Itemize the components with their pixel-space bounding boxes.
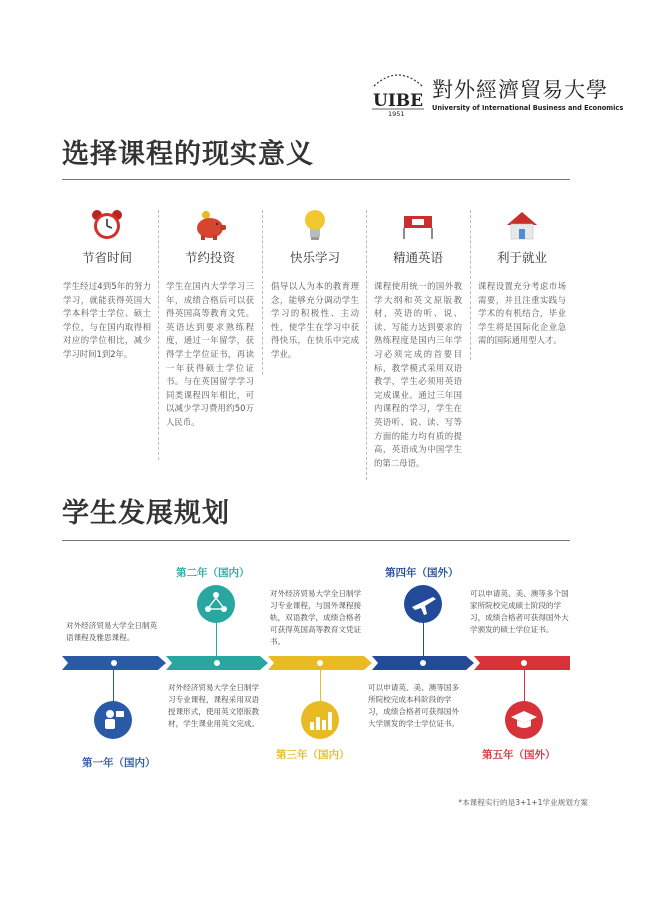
benefit-title: 节省时间 <box>81 250 132 265</box>
stage1-person-icon <box>93 700 133 740</box>
benefit-column <box>271 205 359 362</box>
benefit-text: 学生经过4到5年的努力学习，就能获得英国大学本科学士学位、硕士学位，与在国内取得相对应的学位相比，减少学习时间1到2年。 <box>63 281 151 359</box>
stage1-description: 对外经济贸易大学全日制英语课程及雅思课程。 <box>66 621 158 642</box>
stage2-network-icon <box>196 584 236 624</box>
piggy-bank-icon <box>166 205 254 245</box>
benefit-column <box>166 205 254 430</box>
column-divider <box>470 210 471 360</box>
logo-year: 1951 <box>388 110 405 118</box>
timeline-bar <box>62 650 582 676</box>
stage-connector <box>524 666 525 702</box>
stage-connector <box>423 622 424 656</box>
stage-connector <box>113 666 114 702</box>
section1-title: 选择课程的现实意义 <box>62 139 314 170</box>
light-bulb-icon <box>271 205 359 245</box>
benefit-column <box>374 205 462 470</box>
section1-divider <box>62 179 570 180</box>
stage5-description: 可以申请英、美、澳等多个国家所院校完成硕士阶段的学习，成绩合格者可获得国外大学颁发的硕士学位证书。 <box>470 589 569 634</box>
section2-divider <box>62 540 570 541</box>
stage3-label: 第三年（国内） <box>276 749 350 761</box>
benefit-title: 精通英语 <box>392 250 443 265</box>
benefit-column <box>478 205 566 348</box>
stage4-airplane-icon <box>403 584 443 624</box>
logo-name-en: University of International Business and Economics <box>432 104 624 112</box>
column-divider <box>366 210 367 480</box>
benefit-text: 课程设置充分考虑市场需要，并且注重实践与学术的有机结合，毕业学生将是国际化企业急需的国际通用型人才。 <box>478 281 566 346</box>
benefit-text: 倡导以人为本的教育理念，能够充分调动学生学习的积极性、主动性，使学生在学习中获得快乐，在快乐中完成学业。 <box>271 281 359 359</box>
column-divider <box>158 210 159 460</box>
stage2-label: 第二年（国内） <box>176 567 250 579</box>
stage4-description: 可以申请英、美、澳等国多所院校完成本科阶段的学习，成绩合格者可获得国外大学颁发的学士学位证书。 <box>368 683 460 728</box>
svg-text:UIBE: UIBE <box>373 91 424 111</box>
stage4-label: 第四年（国外） <box>385 567 459 579</box>
logo-name-cn: 對外經濟貿易大學 <box>432 78 608 102</box>
benefit-text: 课程使用统一的国外教学大纲和英文原版教材，英语的听、说、读、写能力达到要求的熟练程度是国内三年学习必须完成的首要目标，教学模式采用双语教学，学生必须用英语完成课业。通过三年国内课程的学习，学生在英语听、说、读、写等方面的能力均有质的提高，英语成为中国学生的第二母语。 <box>374 281 462 468</box>
stage2-description: 对外经济贸易大学全日制学习专业课程，课程采用双语授课形式，使用英文原版教材，学生课业用英文完成。 <box>168 683 260 728</box>
benefit-title: 节约投资 <box>184 250 235 265</box>
stage3-description: 对外经济贸易大学全日制学习专业课程，与国外课程接轨，双语教学，成绩合格者可获得英国高等教育文凭证书。 <box>270 589 362 646</box>
university-logo <box>368 64 624 122</box>
flag-banner-icon <box>374 205 462 245</box>
alarm-clock-icon <box>63 205 151 245</box>
stage5-label: 第五年（国外） <box>482 749 556 761</box>
stage-connector <box>216 622 217 656</box>
benefit-text: 学生在国内大学学习三年，成绩合格后可以获得英国高等教育文凭。英语达到要求熟练程度，通过一年留学，获得学士学位证书，再读一年获得硕士学位证书。与在英国留学学习同类课程四年相比，可以减少学习费用约50万人民币。 <box>166 281 254 427</box>
column-divider <box>262 210 263 375</box>
stage-connector <box>320 666 321 702</box>
footnote: *本课程实行的是3+1+1学业规划方案 <box>458 798 588 807</box>
benefit-title: 利于就业 <box>496 250 547 265</box>
benefit-title: 快乐学习 <box>289 250 340 265</box>
stage3-chart-icon <box>300 700 340 740</box>
section2-title: 学生发展规划 <box>62 498 230 529</box>
stage1-label: 第一年（国内） <box>82 757 156 769</box>
stage5-graduation-cap-icon <box>504 700 544 740</box>
benefit-column <box>63 205 151 362</box>
house-icon <box>478 205 566 245</box>
